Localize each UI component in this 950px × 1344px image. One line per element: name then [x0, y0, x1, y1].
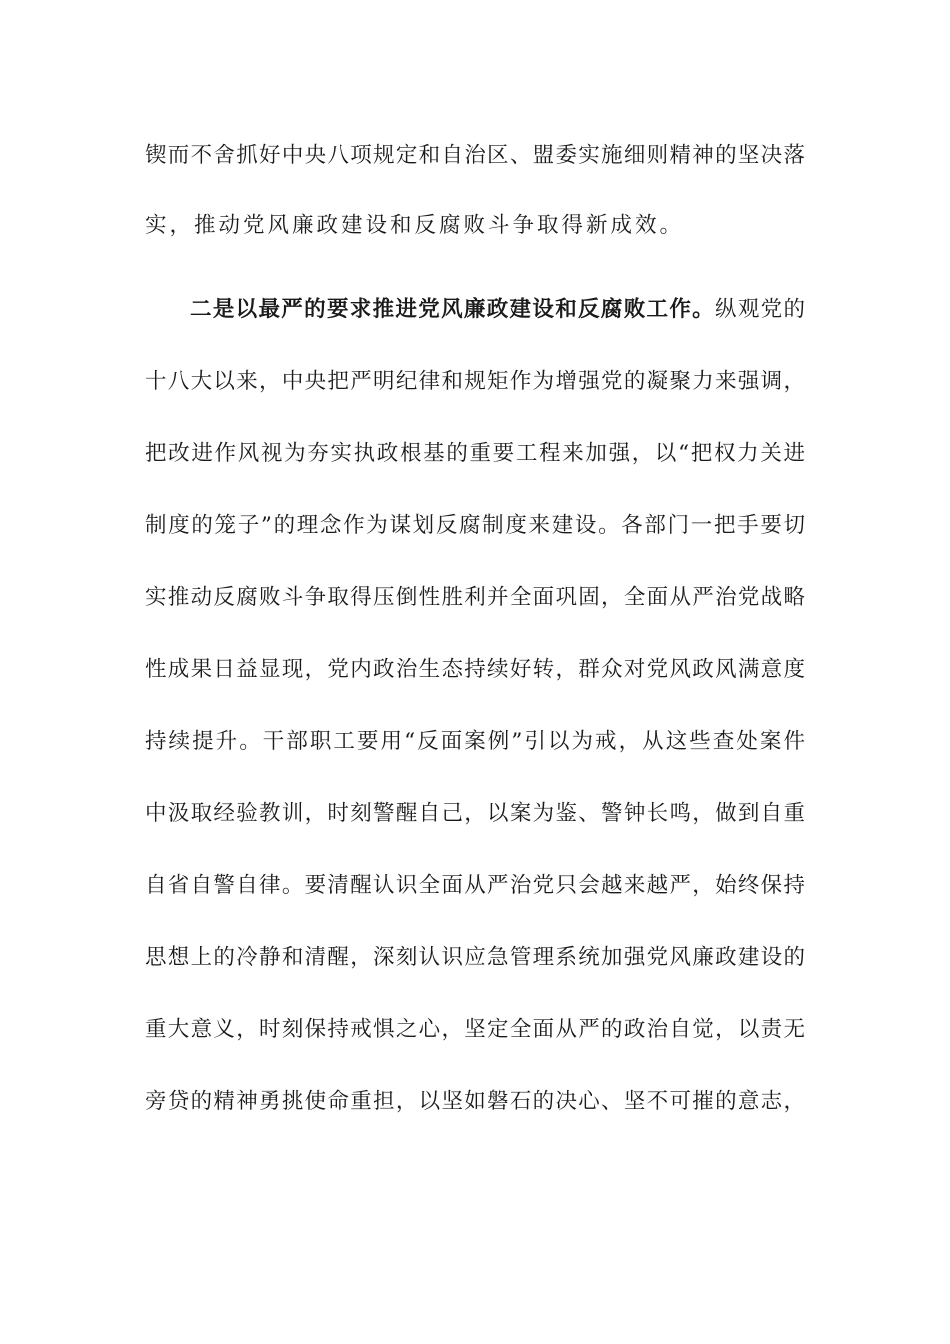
- paragraph-2-heading: 二是以最严的要求推进党风廉政建设和反腐败工作。: [190, 297, 715, 322]
- paragraph-1-line-1: 锲而不舍抓好中央八项规定和自治区、盟委实施细则精神的坚决落: [145, 143, 805, 168]
- paragraph-2-line-6: 性成果日益显现，党内政治生态持续好转，群众对党风政风满意度: [145, 657, 805, 682]
- paragraph-2-line-7: 持续提升。干部职工要用“反面案例”引以为戒，从这些查处案件: [145, 729, 805, 754]
- paragraph-1-line-2: 实，推动党风廉政建设和反腐败斗争取得新成效。: [145, 213, 685, 238]
- paragraph-2-first-line-rest: 纵观党的: [715, 297, 805, 322]
- paragraph-2-line-3: 把改进作风视为夯实执政根基的重要工程来加强，以“把权力关进: [145, 441, 805, 466]
- paragraph-2-line-11: 重大意义，时刻保持戒惧之心，坚定全面从严的政治自觉，以责无: [145, 1017, 805, 1042]
- paragraph-2-line-5: 实推动反腐败斗争取得压倒性胜利并全面巩固，全面从严治党战略: [145, 585, 805, 610]
- paragraph-2-line-9: 自省自警自律。要清醒认识全面从严治党只会越来越严，始终保持: [145, 873, 805, 898]
- paragraph-2-line-1: [190, 292, 805, 328]
- paragraph-2-line-12: 旁贷的精神勇挑使命重担，以坚如磐石的决心、坚不可摧的意志，: [145, 1089, 805, 1114]
- paragraph-2-line-8: 中汲取经验教训，时刻警醒自己，以案为鉴、警钟长鸣，做到自重: [145, 801, 805, 826]
- paragraph-2-line-2: 十八大以来，中央把严明纪律和规矩作为增强党的凝聚力来强调，: [145, 369, 805, 394]
- paragraph-2-line-4: 制度的笼子”的理念作为谋划反腐制度来建设。各部门一把手要切: [145, 513, 805, 538]
- paragraph-2-line-10: 思想上的冷静和清醒，深刻认识应急管理系统加强党风廉政建设的: [145, 945, 805, 970]
